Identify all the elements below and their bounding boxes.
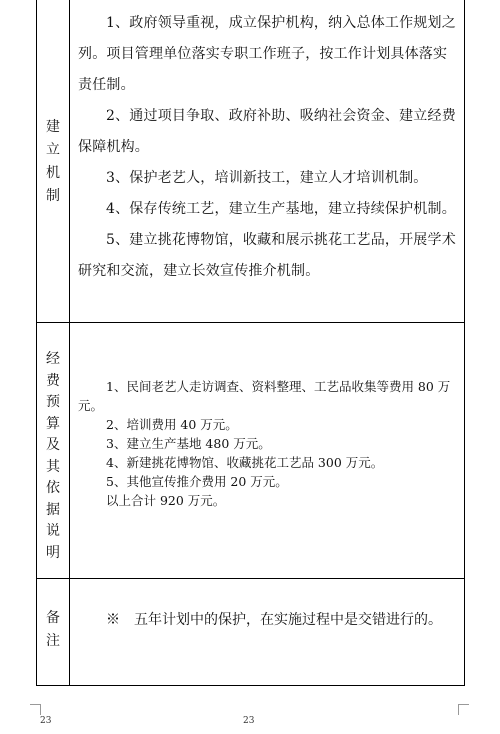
paragraph: 5、建立挑花博物馆，收藏和展示挑花工艺品，开展学术研究和交流，建立长效宣传推介机制。 [78,232,456,279]
section-label: 备注 [46,610,60,649]
paragraph: 3、保护老艺人，培训新技工，建立人才培训机制。 [106,170,428,186]
page-number-center: 23 [243,716,255,726]
section-label: 经费预算及其依据说明 [46,351,60,561]
page-number-left: 23 [40,716,52,726]
section-content [70,579,464,686]
budget-item: 1、民间老艺人走访调查、资料整理、工艺品收集等费用 80 万元。 [78,379,451,413]
crop-mark [458,704,469,715]
section-content [70,0,464,322]
paragraph: 4、保存传统工艺，建立生产基地，建立持续保护机制。 [106,201,456,217]
paragraph: 1、政府领导重视，成立保护机构，纳入总体工作规划之列。项目管理单位落实专职工作班子，按工作计划具体落实责任制。 [78,15,456,93]
section-remarks [37,578,464,686]
section-label-cell [37,579,70,686]
section-mechanism [37,0,464,322]
budget-total: 以上合计 920 万元。 [106,493,226,508]
budget-item: 5、其他宣传推介费用 20 万元。 [106,474,288,489]
crop-mark [30,704,41,715]
budget-item: 4、新建挑花博物馆、收藏挑花工艺品 300 万元。 [106,455,384,470]
budget-item: 3、建立生产基地 480 万元。 [106,436,271,451]
section-label-cell [37,323,70,578]
section-budget [37,322,464,578]
remark-note: ※ 五年计划中的保护，在实施过程中是交错进行的。 [106,612,442,628]
paragraph: 2、通过项目争取、政府补助、吸纳社会资金、建立经费保障机构。 [78,108,456,155]
document-table [36,0,465,686]
budget-item: 2、培训费用 40 万元。 [106,417,238,432]
section-label-cell [37,0,70,322]
section-label: 建立机制 [46,119,60,204]
section-content [70,323,464,578]
